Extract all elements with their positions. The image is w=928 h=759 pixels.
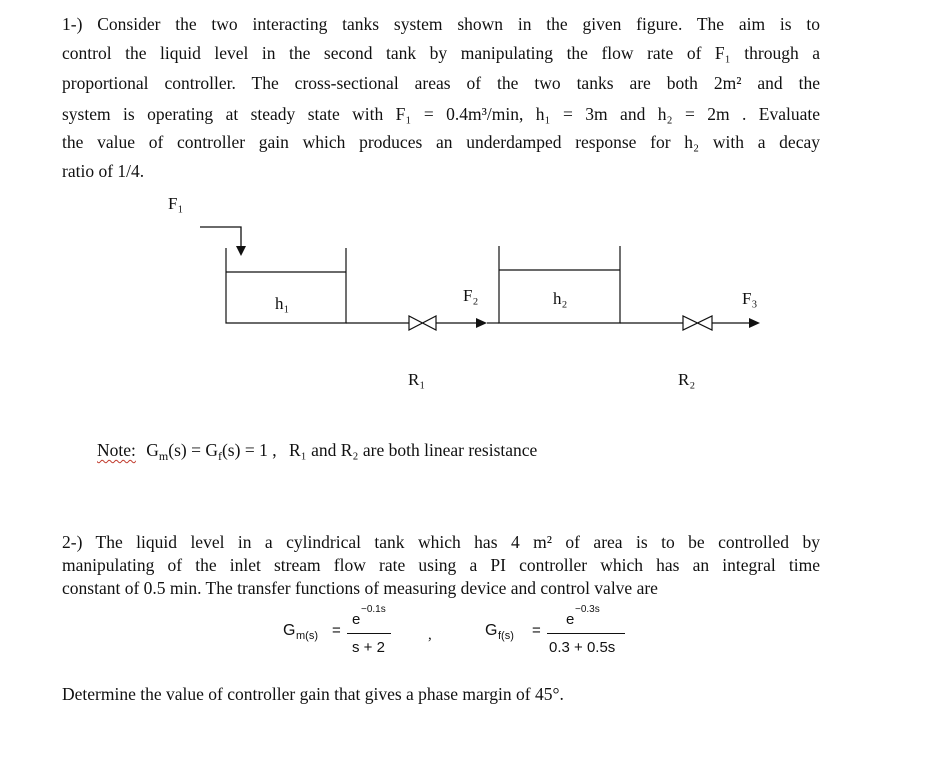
valve-r1	[409, 316, 436, 330]
gf-numerator: e	[566, 611, 575, 628]
f3-arrowhead	[749, 318, 760, 328]
note-eq-sub-f: f	[217, 449, 222, 463]
problem1-line5: the value of controller gain which produces an underdamped response for h₂ with a decay	[62, 132, 820, 152]
gf-denominator: 0.3 + 0.5s	[549, 639, 616, 656]
problem2-line1: 2-) The liquid level in a cylindrical tank which has 4 m² of area is to be controlled by	[62, 532, 820, 552]
note-eq-mid: (s) = G	[168, 440, 218, 460]
gf-fraction-bar	[547, 633, 625, 634]
f2-arrowhead	[476, 318, 487, 328]
note-rest: R₁ and R₂ are both linear resistance	[288, 440, 538, 460]
label-r2: R₂	[678, 370, 696, 389]
inlet-arrowhead	[236, 246, 246, 256]
gm-numerator-exp: −0.1s	[361, 604, 386, 615]
gf-label: G	[485, 622, 498, 639]
label-h2: h₂	[553, 289, 568, 308]
note-eq-g: G	[146, 440, 159, 460]
problem2-paragraph	[62, 531, 820, 600]
label-r1: R₁	[408, 370, 426, 389]
label-f3: F₃	[742, 289, 758, 308]
note-line	[97, 440, 537, 464]
note-eq-end: (s) = 1 ,	[221, 440, 277, 460]
problem1-line1: 1-) Consider the two interacting tanks system shown in the given figure. The aim is to	[62, 14, 820, 34]
tf-separator-comma: ,	[428, 627, 432, 643]
problem1-line4: system is operating at steady state with F₁ = 0.4m³/min, h₁ = 3m and h₂ = 2m . Evaluate	[62, 103, 820, 124]
gm-transfer-function	[283, 606, 413, 662]
valve-r2	[683, 316, 712, 330]
gf-sub: f(s)	[498, 630, 514, 642]
inlet-line	[200, 227, 241, 248]
gf-transfer-function	[485, 606, 635, 662]
gm-fraction-bar	[347, 633, 391, 634]
note-eq-sub-m: m	[158, 449, 169, 463]
problem2-line3: constant of 0.5 min. The transfer functions of measuring device and control valve are	[62, 578, 658, 598]
problem1-line2: control the liquid level in the second tank by manipulating the flow rate of F₁ through a	[62, 42, 820, 63]
note-prefix: Note:	[97, 440, 136, 460]
gf-numerator-exp: −0.3s	[575, 604, 600, 615]
problem2-final-line: Determine the value of controller gain that gives a phase margin of 45°.	[62, 684, 564, 704]
gm-denominator: s + 2	[352, 639, 385, 656]
gm-equals: =	[332, 622, 341, 639]
problem1-line6: ratio of 1/4.	[62, 160, 145, 181]
gf-equals: =	[532, 622, 541, 639]
label-f2: F₂	[463, 286, 479, 305]
problem1-line3: proportional controller. The cross-sectional areas of the two tanks are both 2m² and the	[62, 73, 820, 93]
tank2-outline	[499, 246, 620, 323]
gm-label: G	[283, 622, 296, 639]
label-h1: h₁	[275, 294, 290, 313]
gm-sub: m(s)	[296, 630, 318, 642]
label-f1: F₁	[168, 194, 184, 213]
problem2-line2: manipulating of the inlet stream flow rate using a PI controller which has an integral time	[62, 555, 820, 575]
gm-numerator: e	[352, 611, 361, 628]
